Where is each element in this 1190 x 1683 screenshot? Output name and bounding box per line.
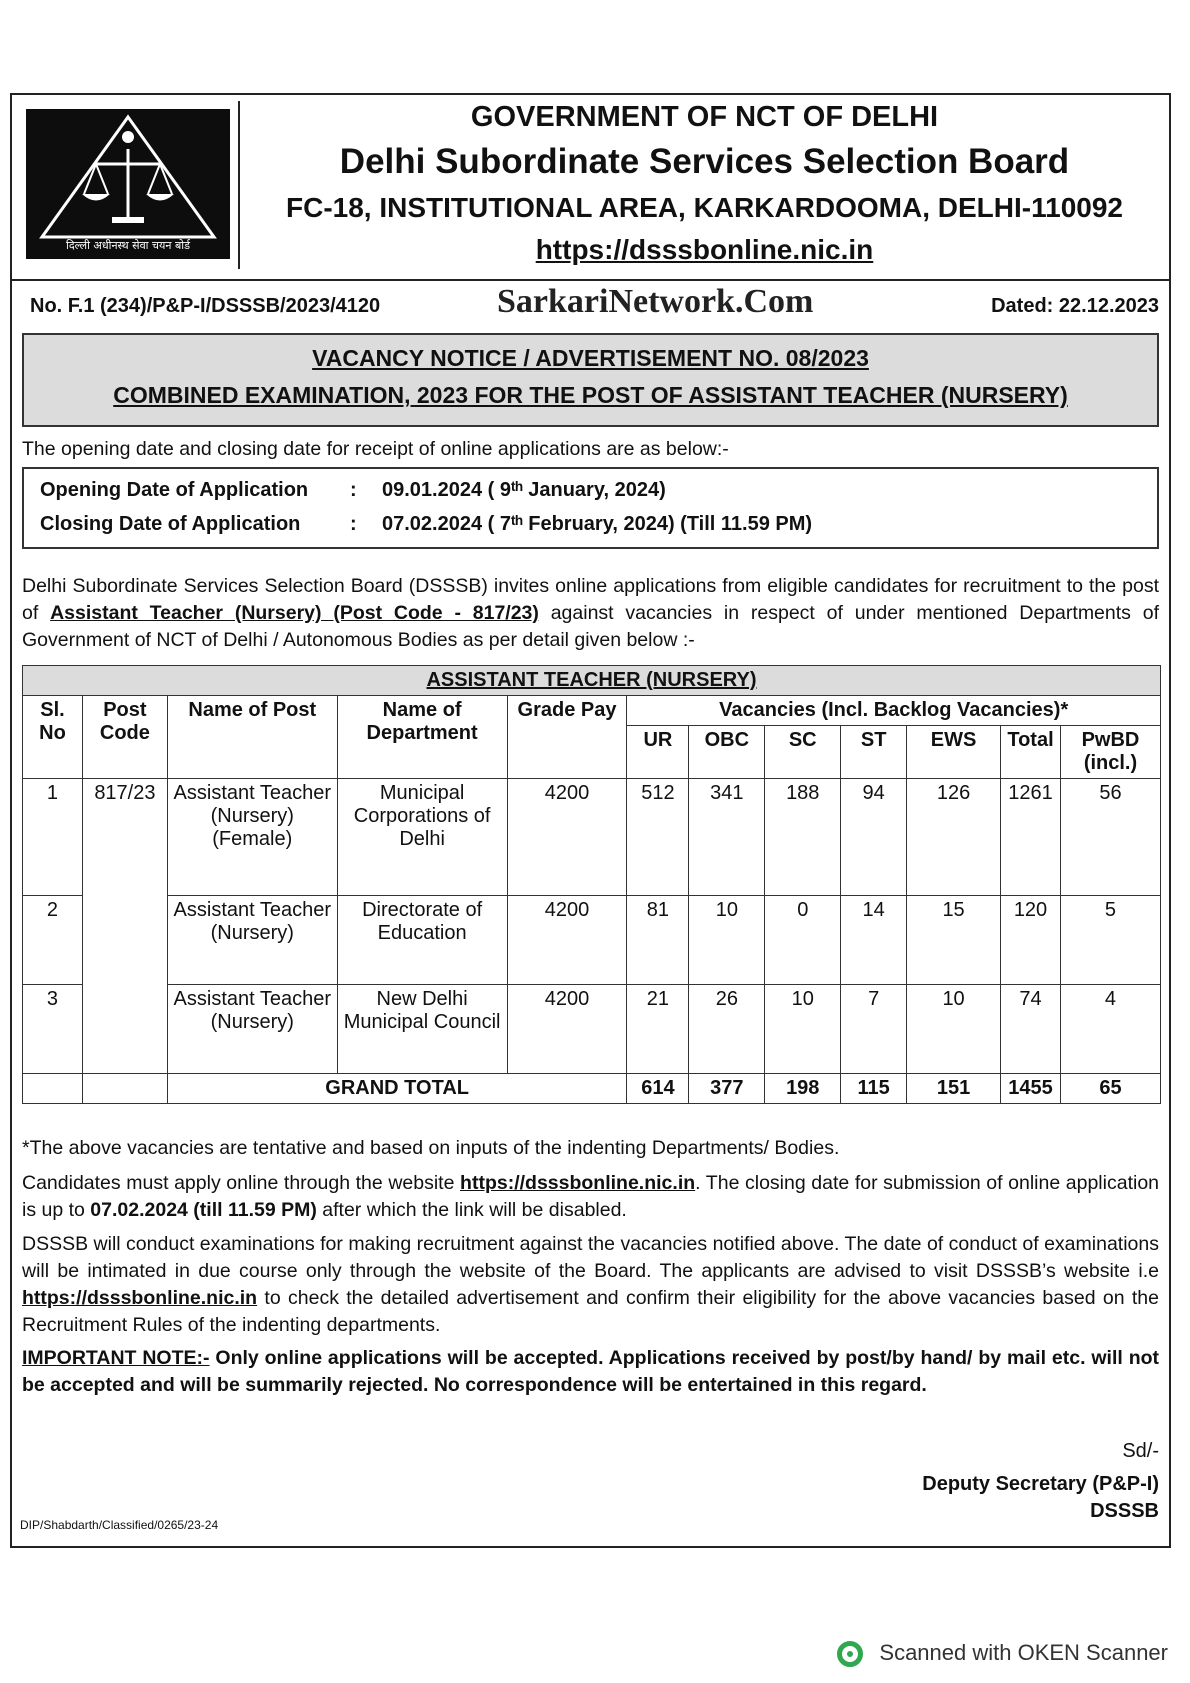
board-title: Delhi Subordinate Services Selection Board [339,142,1070,181]
table-row: 1 817/23 Assistant Teacher (Nursery) (Female) Municipal Corporations of Delhi 4200 512 341 188 94 126 1261 56 [23,779,1161,896]
board-address: FC-18, INSTITUTIONAL AREA, KARKARDOOMA, DELHI-110092 [286,192,1123,223]
table-header-row [23,696,1161,726]
exam-paragraph: DSSSB will conduct examinations for making recruitment against the vacancies notified above. The date of conduct of examinations will be intimated in due course only through the website of the Board. The applicants are advised to visit DSSSB’s website i.e https://dsssbonline.nic.in to check the detailed advertisement and confirm their eligibility for the above vacancies based on the Recruitment Rules of the indenting departments. [22,1233,1159,1336]
notice-date: Dated: 22.12.2023 [991,295,1159,317]
grand-total-row: GRAND TOTAL 614 377 198 115 151 1455 65 [23,1074,1161,1104]
header-ews: EWS [907,726,1001,779]
header-vacancies: Vacancies (Incl. Backlog Vacancies)* [627,696,1161,726]
notice-title: VACANCY NOTICE / ADVERTISEMENT NO. 08/2023 [312,345,869,371]
closing-date-label: Closing Date of Application [40,513,301,535]
vacancy-table [22,665,1161,1104]
closing-date-value: 07.02.2024 ( 7ᵗʰ February, 2024) (Till 11.59 PM) [382,513,813,535]
important-note-label: IMPORTANT NOTE:- [22,1347,210,1369]
scanner-stamp [837,1640,1168,1667]
header-total: Total [1001,726,1061,779]
apply-website-link[interactable]: https://dsssbonline.nic.in [460,1172,696,1194]
logo-box [18,101,240,269]
header-department: Name of Department [337,696,507,779]
scanner-text: Scanned with OKEN Scanner [879,1640,1168,1665]
closing-date-highlight: 07.02.2024 (till 11.59 PM) [90,1199,317,1221]
notice-title-box [22,333,1159,427]
header-ur: UR [627,726,689,779]
post-code-cell: 817/23 [82,779,167,1074]
apply-paragraph: Candidates must apply online through the website https://dsssbonline.nic.in. The closing date for submission of online application is up to 07.02.2024 (till 11.59 PM) after which the link will be disabled. [22,1172,1160,1221]
header-pwbd: PwBD (incl.) [1060,726,1160,779]
opening-date-row: Opening Date of Application : 09.01.2024 ( 9ᵗʰ January, 2024) [40,479,666,501]
header-post-code: Post Code [82,696,167,779]
header-grade-pay: Grade Pay [507,696,627,779]
signature-org: DSSSB [1090,1500,1159,1522]
scales-of-justice-icon [26,109,230,259]
notice-frame [10,93,1171,1548]
header-st: ST [841,726,907,779]
header-name-of-post: Name of Post [167,696,337,779]
application-dates-box [22,467,1159,549]
board-website-link[interactable]: https://dsssbonline.nic.in [535,234,874,265]
exam-website-link[interactable]: https://dsssbonline.nic.in [22,1287,258,1309]
signature-sd: Sd/- [1122,1440,1159,1462]
closing-date-row: Closing Date of Application : 07.02.2024 ( 7ᵗʰ February, 2024) (Till 11.59 PM) [40,513,813,535]
vacancy-footnote: *The above vacancies are tentative and based on inputs of the indenting Departments/ Bodies. [22,1137,840,1159]
letterhead-text [240,95,1169,266]
table-row: 3 Assistant Teacher (Nursery) New Delhi Municipal Council 4200 21 26 10 7 10 74 4 [23,985,1161,1074]
important-note: IMPORTANT NOTE:- Only online applications will be accepted. Applications received by post/by hand/ by mail etc. will not be accepted and will be summarily rejected. No correspondence will be entertained in this regard. [22,1347,1160,1396]
letterhead [12,95,1169,281]
reference-line [22,285,1159,325]
dip-code: DIP/Shabdarth/Classified/0265/23-24 [20,1518,219,1532]
header-obc: OBC [689,726,765,779]
logo-caption: दिल्ली अधीनस्थ सेवा चयन बोर्ड [65,239,191,252]
opening-date-label: Opening Date of Application [40,479,309,501]
grand-total-label: GRAND TOTAL [167,1074,627,1104]
signature-designation: Deputy Secretary (P&P-I) [922,1473,1159,1495]
header-sl-no: Sl. No [23,696,83,779]
post-name-highlight: Assistant Teacher (Nursery) (Post Code - 817/23) [50,602,539,624]
header-sc: SC [765,726,841,779]
scanner-logo-icon [837,1641,863,1667]
watermark-text: SarkariNetwork.Com [497,283,814,320]
dsssb-logo [26,109,230,259]
government-title: GOVERNMENT OF NCT OF DELHI [470,101,939,133]
intro-paragraph: Delhi Subordinate Services Selection Board (DSSSB) invites online applications from eligible candidates for recruitment to the post of Assistant Teacher (Nursery) (Post Code - 817/23) against vacancies in respect of under mentioned Departments of Government of NCT of Delhi / Autonomous Bodies as per detail given below :- [22,575,1159,651]
notice-subtitle: COMBINED EXAMINATION, 2023 FOR THE POST OF ASSISTANT TEACHER (NURSERY) [113,382,1068,408]
dates-intro: The opening date and closing date for receipt of online applications are as below:- [22,438,729,460]
reference-number: No. F.1 (234)/P&P-I/DSSSB/2023/4120 [30,295,381,317]
table-row: 2 Assistant Teacher (Nursery) Directorate of Education 4200 81 10 0 14 15 120 5 [23,896,1161,985]
opening-date-value: 09.01.2024 ( 9ᵗʰ January, 2024) [382,479,666,501]
table-caption: ASSISTANT TEACHER (NURSERY) [23,666,1161,696]
